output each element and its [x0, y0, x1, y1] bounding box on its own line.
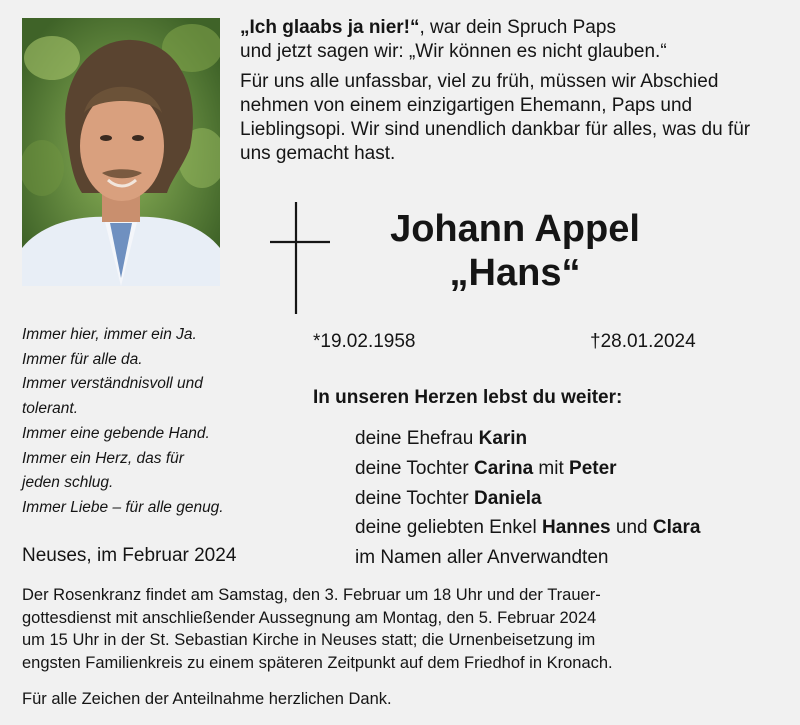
service-info-line: Der Rosenkranz findet am Samstag, den 3. Februar um 18 Uhr und der Trauer-: [22, 586, 601, 604]
intro-line2: und jetzt sagen wir: „Wir können es nicht glauben.“: [240, 41, 667, 62]
service-info-line: gottesdienst mit anschließender Aussegnung am Montag, den 5. Februar 2024: [22, 608, 597, 627]
birth-date: *19.02.1958: [313, 331, 416, 352]
portrait-illustration: [22, 18, 220, 286]
mourners-title: In unseren Herzen lebst du weiter:: [313, 387, 623, 408]
service-info: [22, 584, 792, 674]
mourner-connector: mit: [533, 457, 570, 479]
mourner-connector: und: [610, 517, 653, 539]
death-date-wrap: [590, 331, 696, 353]
mourner-line: [355, 454, 700, 484]
intro-text: [240, 16, 785, 172]
mourner-relation: deine Ehefrau: [355, 428, 479, 449]
intro-quote: „Ich glaabs ja nier!“: [240, 17, 420, 38]
service-info-line: um 15 Uhr in der St. Sebastian Kirche in Neuses statt; die Urnenbeisetzung im: [22, 631, 596, 649]
mourner-relation: im Namen aller Anverwandten: [355, 547, 609, 569]
deceased-name: Johann Appel: [390, 208, 640, 250]
mourners-list: [355, 424, 700, 573]
dagger-icon: †: [590, 331, 601, 352]
poem: [22, 323, 292, 521]
service-info-line: engsten Familienkreis zu einem späteren Zeitpunkt auf dem Friedhof in Kronach.: [22, 653, 613, 672]
mourner-name: Karin: [478, 428, 528, 449]
deceased-name-block: [350, 207, 680, 295]
mourner-relation: deine Tochter: [355, 457, 475, 479]
mourner-name: Clara: [652, 517, 701, 539]
poem-line: Immer Liebe – für alle genug.: [22, 498, 224, 516]
poem-line: Immer verständnisvoll und: [22, 375, 203, 393]
mourner-name: Hannes: [541, 517, 611, 539]
portrait-photo: [22, 18, 220, 286]
mourner-line: [355, 513, 700, 543]
poem-line: jeden schlug.: [22, 474, 114, 492]
mourner-name: Carina: [474, 457, 534, 479]
mourner-relation: deine geliebten Enkel: [355, 517, 542, 539]
intro-paragraph: Für uns alle unfassbar, viel zu früh, müssen wir Abschied nehmen von einem einzigartigen Ehemann, Paps und Lieblingsopi. Wir sind unendlich dankbar für alles, was du für uns gemacht hast.: [240, 71, 751, 164]
poem-line: tolerant.: [22, 400, 79, 418]
poem-line: Immer hier, immer ein Ja.: [22, 326, 197, 343]
poem-line: Immer für alle da.: [22, 350, 143, 368]
mourner-line: [355, 543, 700, 573]
mourner-line: [355, 424, 700, 454]
cross-icon: [270, 202, 330, 314]
mourner-name: Peter: [569, 457, 617, 479]
mourner-line: [355, 484, 700, 514]
death-date: 28.01.2024: [600, 331, 696, 352]
place-date: Neuses, im Februar 2024: [22, 545, 237, 566]
poem-line: Immer ein Herz, das für: [22, 449, 184, 467]
thanks-text: Für alle Zeichen der Anteilnahme herzlichen Dank.: [22, 690, 392, 708]
poem-line: Immer eine gebende Hand.: [22, 424, 210, 442]
mourner-relation: deine Tochter: [355, 487, 475, 509]
intro-quote-rest: , war dein Spruch Paps: [419, 17, 616, 38]
deceased-nickname: „Hans“: [449, 252, 581, 294]
mourner-name: Daniela: [474, 487, 542, 509]
